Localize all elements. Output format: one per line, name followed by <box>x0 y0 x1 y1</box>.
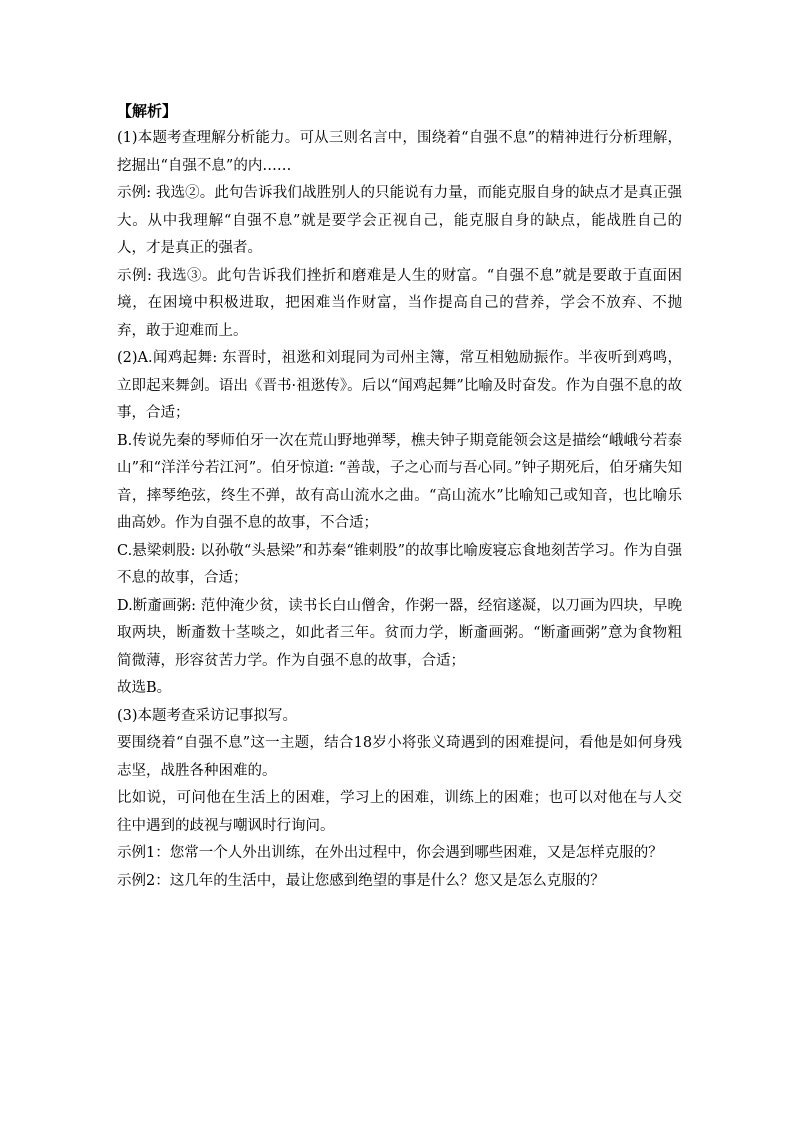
paragraph-example-2: 示例: 我选②。此句告诉我们战胜别人的只能说有力量，而能克服自身的缺点才是真正强大。从中我理解“自强不息”就是要学会正视自己，能克服自身的缺点，能战胜自己的人，才是真正的强者。 <box>117 185 682 256</box>
paragraph-q3-guidance: 要围绕着“自强不息”这一主题，结合18岁小将张义琦遇到的困难提问，看他是如何身残志坚，战胜各种困难的。 <box>117 735 682 779</box>
paragraph-q2-option-b: B.传说先秦的琴师伯牙一次在荒山野地弹琴，樵夫钟子期竟能领会这是描绘“峨峨兮若泰山”和“洋洋兮若江河”。伯牙惊道: “善哉，子之心而与吾心同。”钟子期死后，伯牙痛失知音，摔琴绝弦，终生不弹，故有高山流水之曲。“高山流水”比喻知己或知音，也比喻乐曲高妙。作为自强不息的故事，不合适； <box>117 432 682 531</box>
paragraph-q2-answer: 故选B。 <box>117 680 172 696</box>
analysis-heading: 【解析】 <box>117 102 178 120</box>
paragraph-q2-option-c: C.悬梁刺股: 以孙敬“头悬梁”和苏秦“锥刺股”的故事比喻废寝忘食地刻苦学习。作为自强不息的故事，合适； <box>117 542 682 586</box>
paragraph-q3-example-2: 示例2：这几年的生活中，最让您感到绝望的事是什么？您又是怎么克服的？ <box>117 872 605 889</box>
paragraph-q1-intro: (1)本题考查理解分析能力。可从三则名言中，围绕着“自强不息”的精神进行分析理解，挖掘出“自强不息”的内…… <box>117 130 682 174</box>
answer-analysis <box>117 97 682 895</box>
paragraph-q3-intro: (3)本题考查采访记事拟写。 <box>117 707 298 724</box>
paragraph-q2-option-d: D.断齑画粥: 范仲淹少贫，读书长白山僧舍，作粥一器，经宿遂凝，以刀画为四块，早晚取两块，断齑数十茎啖之，如此者三年。贫而力学，断齑画粥。“断齑画粥”意为食物粗简微薄，形容贫苦力学。作为自强不息的故事，合适； <box>117 597 682 669</box>
paragraph-q2-option-a: (2)A.闻鸡起舞: 东晋时，祖逖和刘琨同为司州主簿，常互相勉励振作。半夜听到鸡鸣，立即起来舞剑。语出《晋书·祖逖传》。后以“闻鸡起舞”比喻及时奋发。作为自强不息的故事，合适； <box>117 350 682 421</box>
paragraph-example-3: 示例: 我选③。此句告诉我们挫折和磨难是人生的财富。“自强不息”就是要敢于直面困境，在困境中积极进取，把困难当作财富，当作提高自己的营养，学会不放弃、不抛弃，敢于迎难而上。 <box>117 267 682 339</box>
paragraph-q3-example-1: 示例1：您常一个人外出训练，在外出过程中，你会遇到哪些困难，又是怎样克服的？ <box>117 845 663 861</box>
paragraph-q3-suggestion: 比如说，可问他在生活上的困难，学习上的困难，训练上的困难；也可以对他在与人交往中遇到的歧视与嘲讽时行询问。 <box>117 790 682 834</box>
